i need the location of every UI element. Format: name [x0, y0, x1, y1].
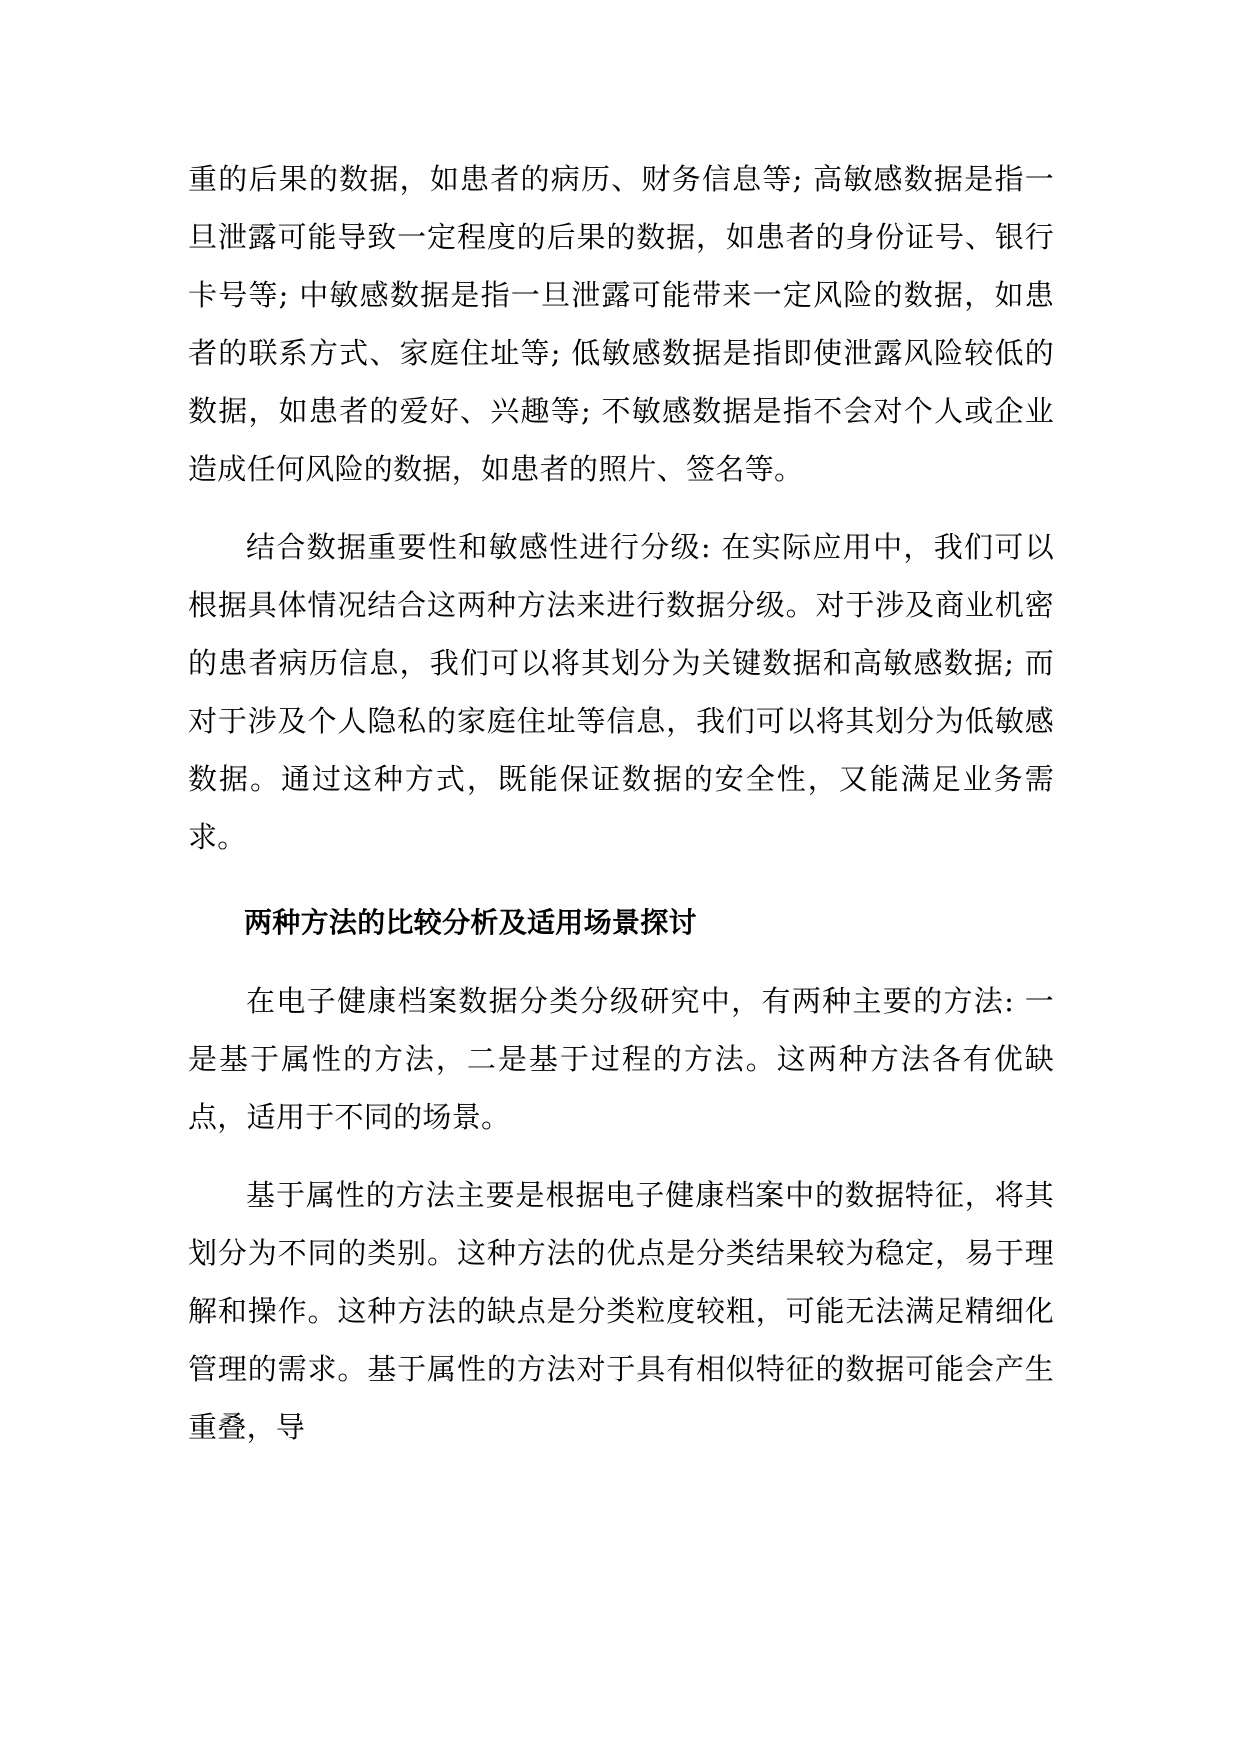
paragraph-sensitivity-levels: 重的后果的数据，如患者的病历、财务信息等; 高敏感数据是指一旦泄露可能导致一定程度的后果的数据，如患者的身份证号、银行卡号等; 中敏感数据是指一旦泄露可能带来一定风险的数据，如患者的联系方式、家庭住址等; 低敏感数据是指即使泄露风险较低的数据，如患者的爱好、兴趣等; 不敏感数据是指不会对个人或企业造成任何风险的数据，如患者的照片、签名等。	[188, 162, 1054, 486]
section-heading: 两种方法的比较分析及适用场景探讨	[244, 906, 697, 939]
document-body	[188, 150, 1054, 1476]
paragraph-attribute-method: 基于属性的方法主要是根据电子健康档案中的数据特征，将其划分为不同的类别。这种方法的优点是分类结果较为稳定，易于理解和操作。这种方法的缺点是分类粒度较粗，可能无法满足精细化管理的需求。基于属性的方法对于具有相似特征的数据可能会产生重叠，导	[188, 1178, 1054, 1444]
paragraph-two-methods: 在电子健康档案数据分类分级研究中，有两种主要的方法: 一是基于属性的方法，二是基于过程的方法。这两种方法各有优缺点，适用于不同的场景。	[188, 984, 1054, 1134]
paragraph-combined-grading: 结合数据重要性和敏感性进行分级: 在实际应用中，我们可以根据具体情况结合这两种方法来进行数据分级。对于涉及商业机密的患者病历信息，我们可以将其划分为关键数据和高敏感数据; 而对于涉及个人隐私的家庭住址等信息，我们可以将其划分为低敏感数据。通过这种方式，既能保证数据的安全性，又能满足业务需求。	[188, 530, 1054, 854]
